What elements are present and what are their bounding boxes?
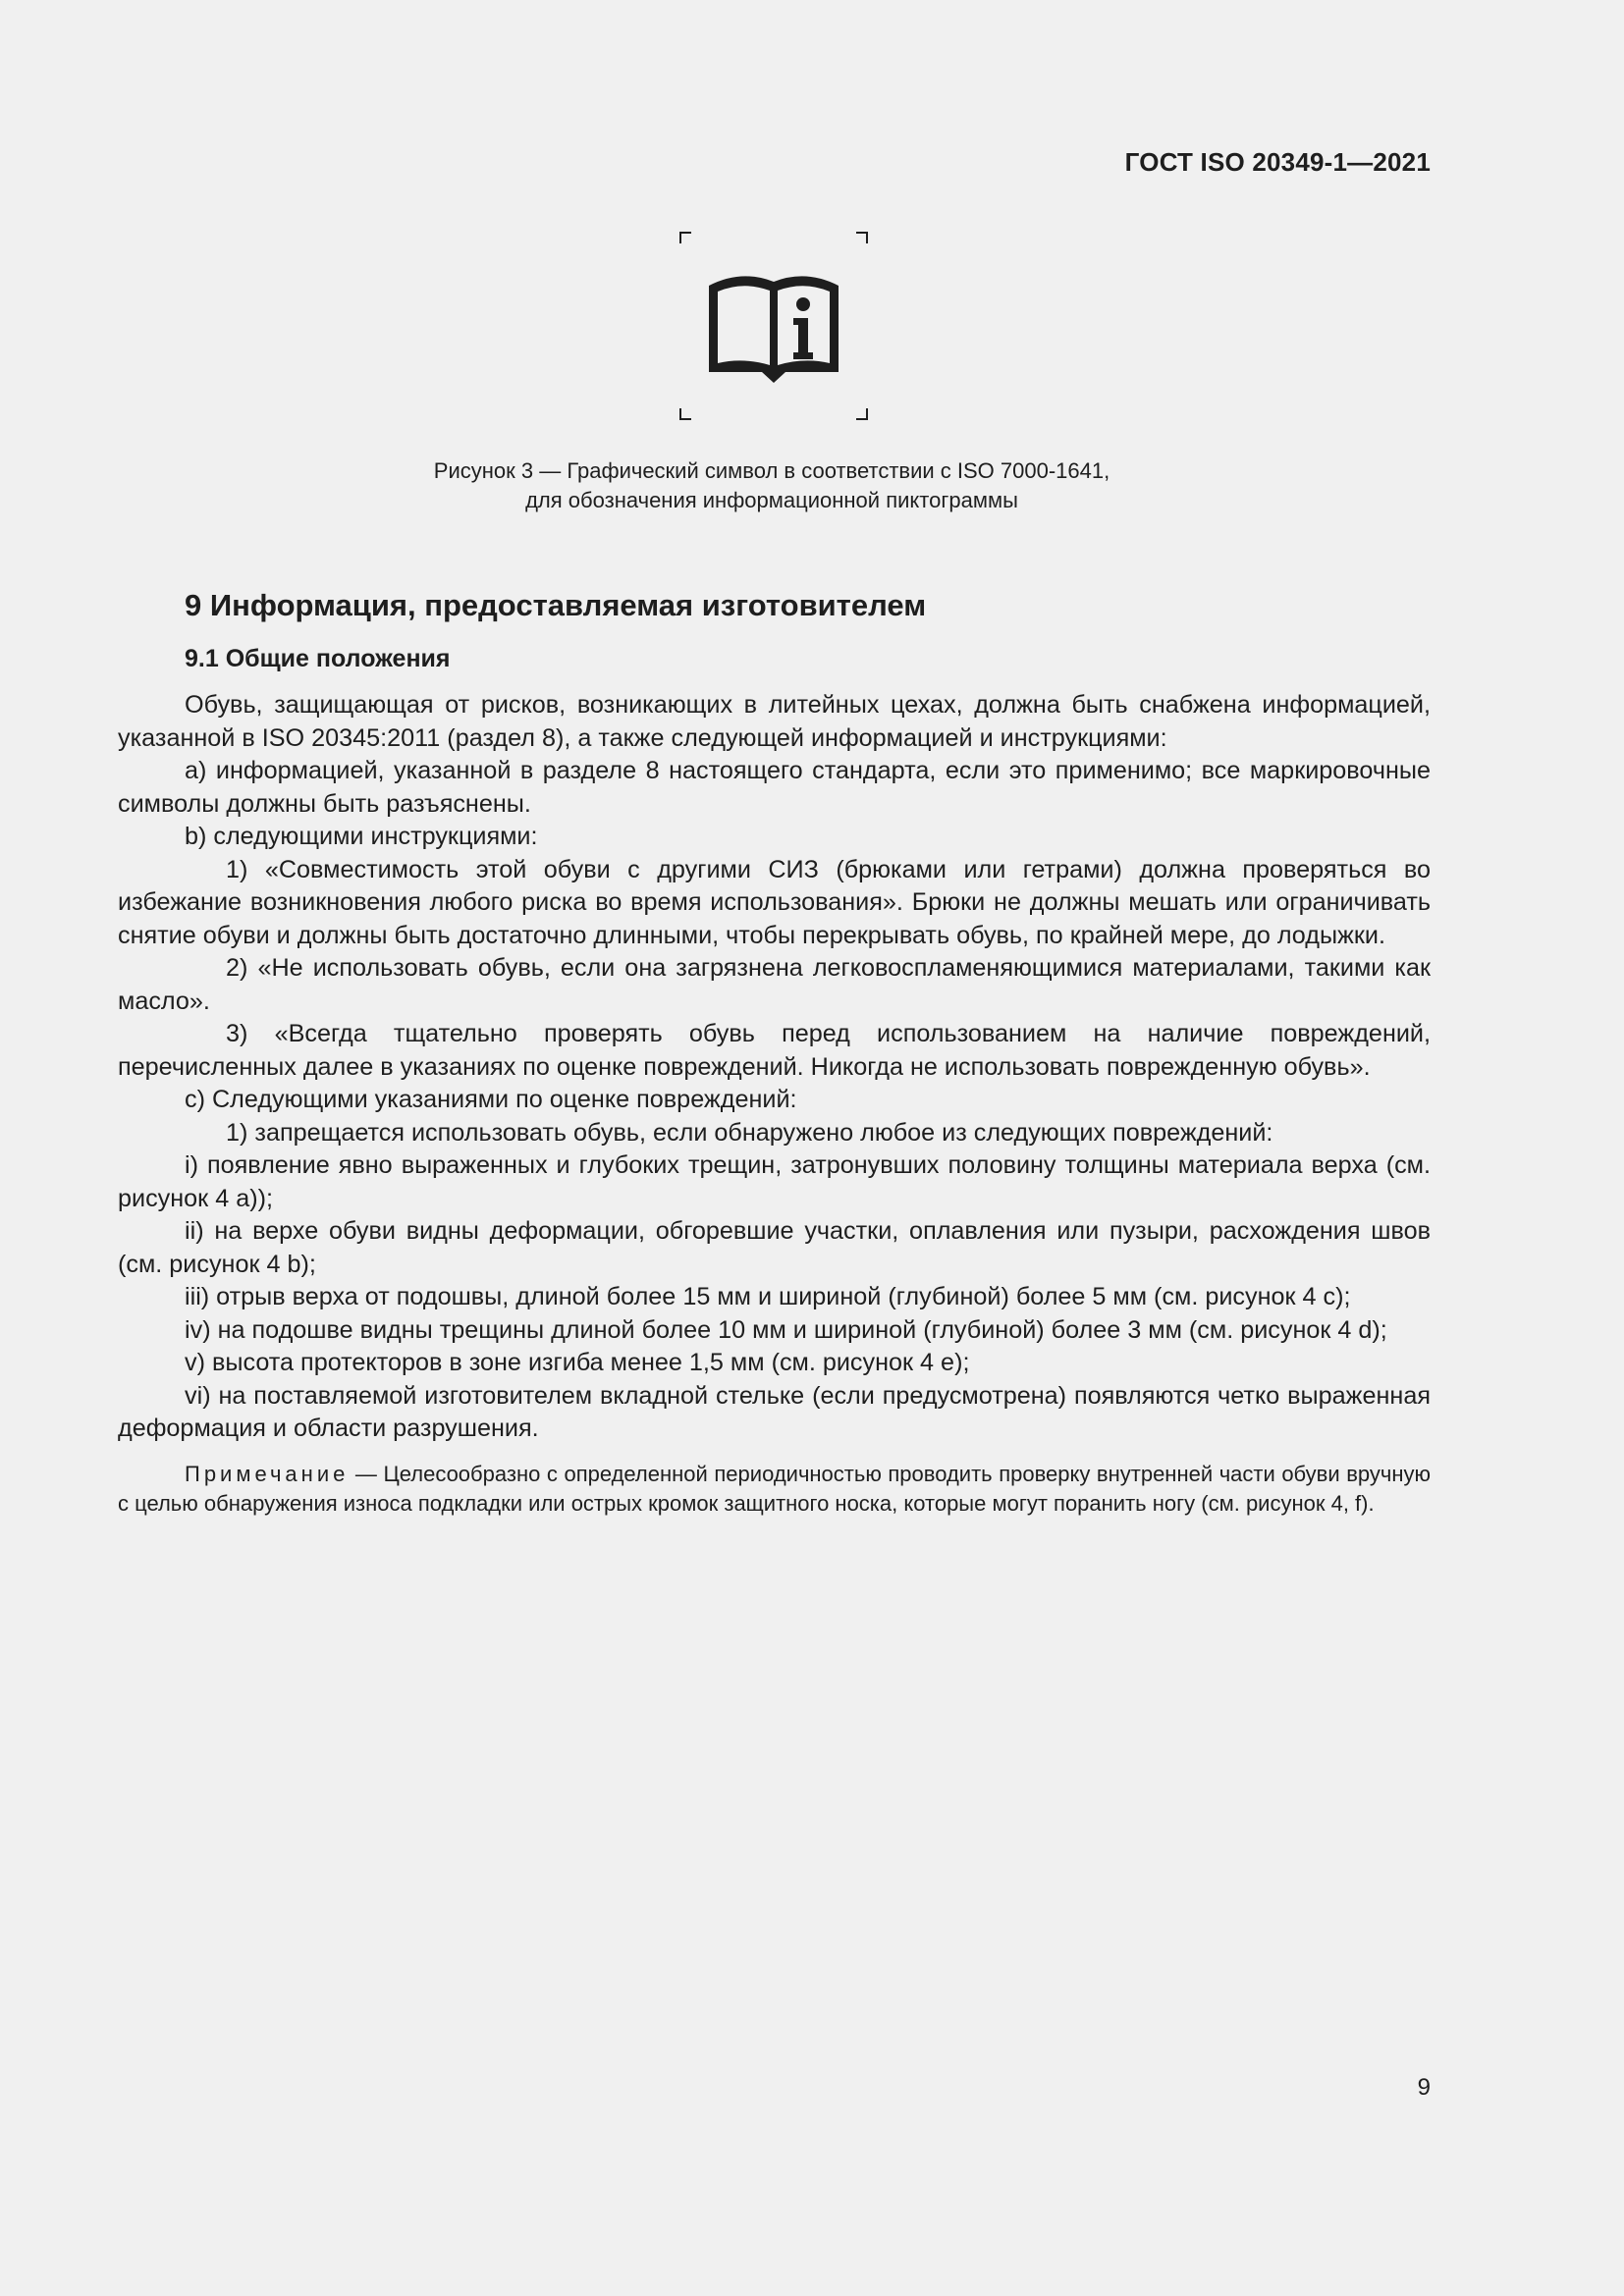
figure-caption-line-1: Рисунок 3 — Графический символ в соответствии с ISO 7000-1641, — [433, 458, 1110, 483]
section-title: 9 Информация, предоставляемая изготовителем — [185, 588, 927, 622]
paragraph-intro: Обувь, защищающая от рисков, возникающих в литейных цехах, должна быть снабжена информацией, указанной в ISO 20345:2011 (раздел 8), а также следующей информацией и инструкциями: — [118, 691, 1431, 752]
note-text: — Целесообразно с определенной периодичностью проводить проверку внутренней части обуви вручную с целью обнаружения износа подкладки или острых кромок защитного носка, которые могут поранить ногу (см. рисунок 4, f). — [118, 1461, 1431, 1516]
subsection-title: 9.1 Общие положения — [185, 645, 451, 672]
list-item-i: i) появление явно выраженных и глубоких трещин, затронувших половину толщины материала верха (см. рисунок 4 a)); — [118, 1151, 1431, 1212]
list-item-a: a) информацией, указанной в разделе 8 настоящего стандарта, если это применимо; все маркировочные символы должны быть разъяснены. — [118, 757, 1431, 818]
list-item-iii: iii) отрыв верха от подошвы, длиной более 15 мм и шириной (глубиной) более 5 мм (см. рисунок 4 c); — [185, 1283, 1351, 1310]
list-item-b: b) следующими инструкциями: — [185, 823, 538, 850]
list-item-iv: iv) на подошве видны трещины длиной более 10 мм и шириной (глубиной) более 3 мм (см. рисунок 4 d); — [185, 1315, 1387, 1344]
figure-3 — [679, 232, 868, 420]
note — [118, 1460, 1431, 1519]
figure-caption — [0, 456, 1543, 515]
list-item-v: v) высота протекторов в зоне изгиба менее 1,5 мм (см. рисунок 4 e); — [185, 1349, 970, 1376]
list-item-c-1: 1) запрещается использовать обувь, если обнаружено любое из следующих повреждений: — [226, 1118, 1273, 1147]
list-item-b-1: 1) «Совместимость этой обуви с другими СИЗ (брюками или гетрами) должна проверяться во избежание возникновения любого риска во время использования». Брюки не должны мешать или ограничивать снятие обуви и должны быть достаточно длинными, чтобы перекрывать обувь, по крайней мере, до лодыжки. — [118, 855, 1431, 949]
page-number: 9 — [1417, 2074, 1431, 2101]
info-book-icon — [679, 232, 868, 420]
list-item-ii: ii) на верхе обуви видны деформации, обгоревшие участки, оплавления или пузыри, расхождения швов (см. рисунок 4 b); — [118, 1217, 1431, 1278]
list-item-b-2: 2) «Не использовать обувь, если она загрязнена легковоспламеняющимися материалами, такими как масло». — [118, 954, 1431, 1015]
figure-caption-line-2: для обозначения информационной пиктограммы — [525, 488, 1018, 512]
section-content — [118, 585, 1431, 1519]
list-item-b-3: 3) «Всегда тщательно проверять обувь перед использованием на наличие повреждений, перечисленных далее в указаниях по оценке повреждений. Никогда не использовать поврежденную обувь». — [118, 1020, 1431, 1081]
list-item-c: c) Следующими указаниями по оценке повреждений: — [185, 1086, 797, 1113]
document-code: ГОСТ ISO 20349-1—2021 — [1124, 147, 1431, 177]
section-body — [118, 689, 1431, 1446]
note-label: Примечание — [185, 1461, 350, 1486]
list-item-vi: vi) на поставляемой изготовителем вкладной стельке (если предусмотрена) появляются четко выраженная деформация и области разрушения. — [118, 1381, 1431, 1442]
